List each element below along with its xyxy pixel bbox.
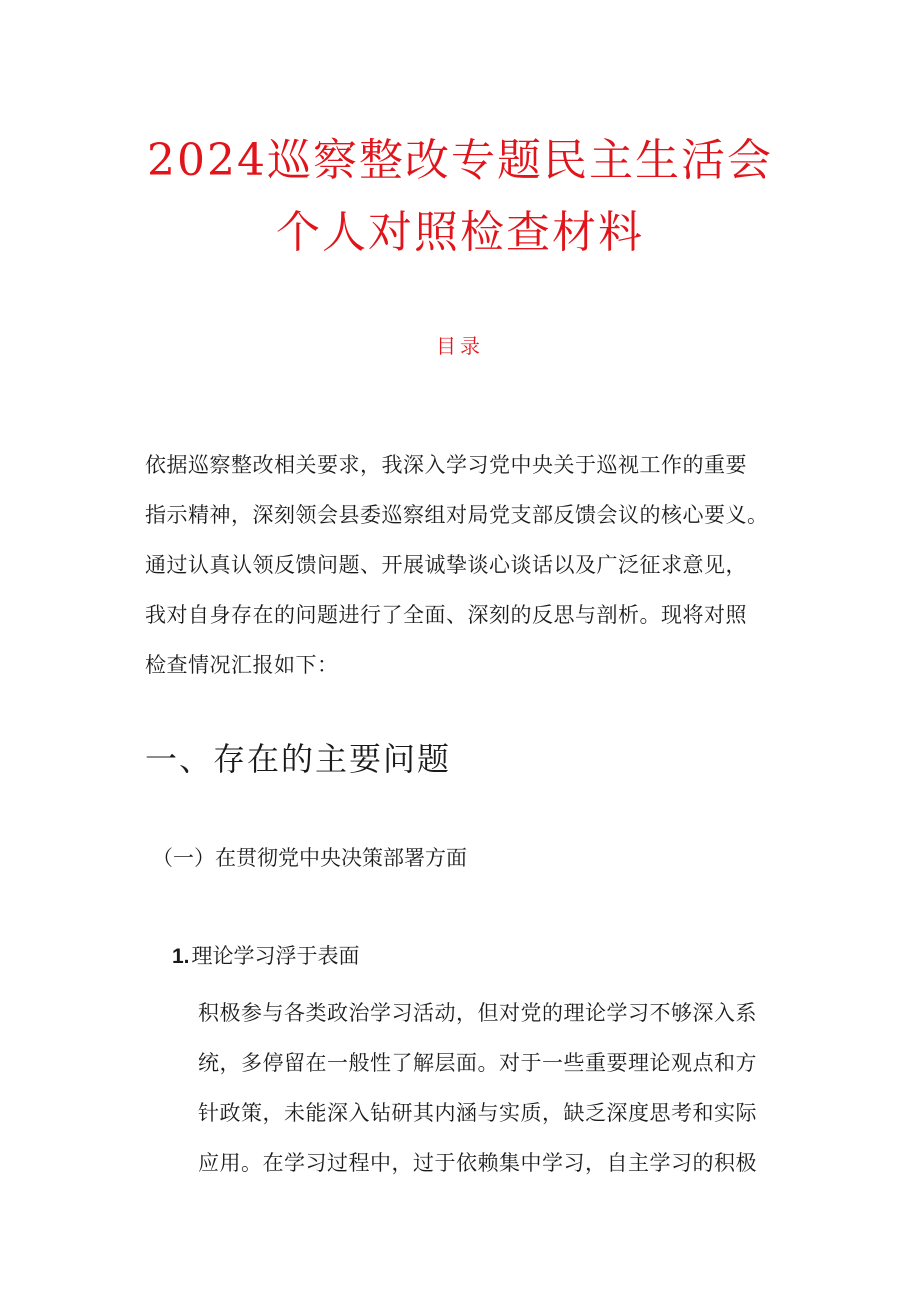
body-line: 统，多停留在一般性了解层面。对于一些重要理论观点和方 <box>198 1051 757 1075</box>
item-body-paragraph <box>198 988 798 1188</box>
intro-paragraph <box>145 440 795 690</box>
subsection-heading: （一）在贯彻党中央决策部署方面 <box>152 846 467 870</box>
document-title-line-1: 2024巡察整改专题民主生活会 <box>147 135 773 186</box>
item-heading <box>172 940 360 970</box>
intro-line: 通过认真认领反馈问题、开展诚挚谈心谈话以及广泛征求意见， <box>145 553 747 577</box>
document-title-line-2: 个人对照检查材料 <box>276 207 644 258</box>
intro-line: 依据巡察整改相关要求，我深入学习党中央关于巡视工作的重要 <box>145 453 747 477</box>
body-line: 积极参与各类政治学习活动，但对党的理论学习不够深入系 <box>198 1001 757 1025</box>
intro-line: 检查情况汇报如下： <box>145 653 339 677</box>
item-number: 1. <box>172 945 190 968</box>
intro-line: 我对自身存在的问题进行了全面、深刻的反思与剖析。现将对照 <box>145 603 747 627</box>
body-line: 应用。在学习过程中，过于依赖集中学习，自主学习的积极 <box>198 1151 757 1175</box>
section-heading: 一、存在的主要问题 <box>145 740 452 778</box>
item-title: 理论学习浮于表面 <box>191 944 360 968</box>
table-of-contents-label: 目录 <box>436 334 484 358</box>
intro-line: 指示精神，深刻领会县委巡察组对局党支部反馈会议的核心要义。 <box>145 503 769 527</box>
body-line: 针政策，未能深入钻研其内涵与实质，缺乏深度思考和实际 <box>198 1101 757 1125</box>
